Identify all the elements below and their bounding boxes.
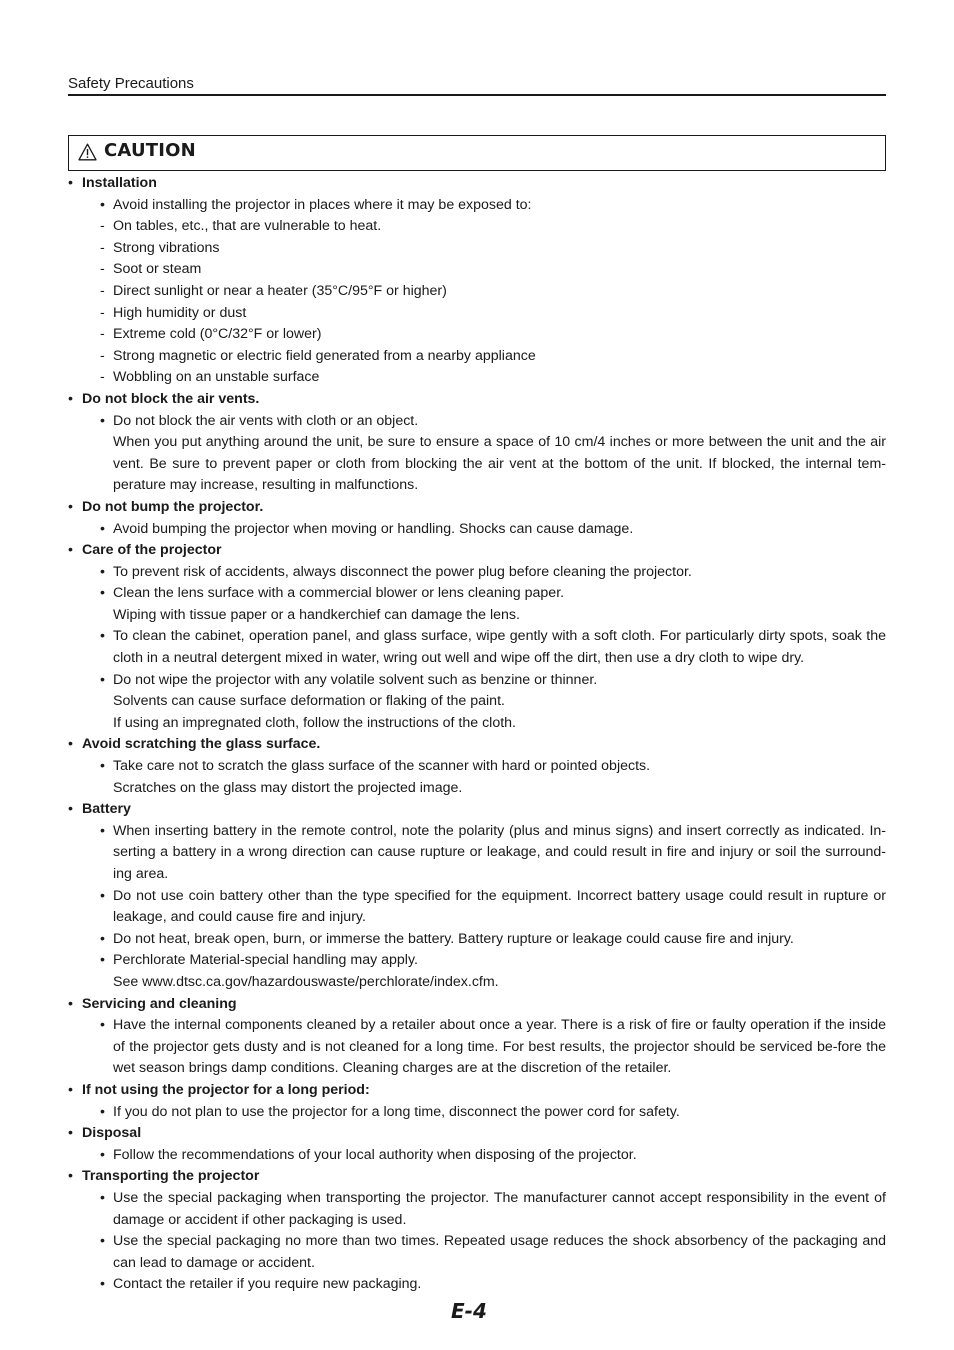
bullet-icon: • bbox=[100, 887, 105, 904]
list-item bbox=[68, 519, 886, 541]
warning-triangle-icon bbox=[78, 143, 97, 161]
item-text: To clean the cabinet, operation panel, and glass surface, wipe gently with a soft cloth. For particularly dirty spots, soak the cloth in a neutral detergent mixed in water, wring out well and wipe off the dirt, then use a dry cloth to wipe dry. bbox=[113, 628, 886, 667]
list-item bbox=[68, 886, 886, 929]
item-text: If you do not plan to use the projector for a long time, disconnect the power cord for safety. bbox=[113, 1103, 680, 1120]
section-title: • Do not bump the projector. bbox=[68, 497, 886, 519]
sub-list-item bbox=[68, 324, 886, 346]
sub-item-text: Soot or steam bbox=[113, 261, 202, 278]
bullet-icon: • bbox=[100, 671, 105, 688]
bullet-icon: • bbox=[100, 930, 105, 947]
sub-item-text: Wobbling on an unstable surface bbox=[113, 369, 320, 386]
list-item bbox=[68, 1231, 886, 1274]
item-text: Avoid installing the projector in places where it may be exposed to: bbox=[113, 196, 532, 213]
sub-list-item bbox=[68, 281, 886, 303]
list-item bbox=[68, 411, 886, 433]
dash-icon: - bbox=[100, 347, 105, 364]
section-title: • Avoid scratching the glass surface. bbox=[68, 734, 886, 756]
sub-item-text: High humidity or dust bbox=[113, 304, 247, 321]
list-item bbox=[68, 1188, 886, 1231]
sub-item-text: Strong vibrations bbox=[113, 239, 220, 256]
sub-item-text: Direct sunlight or near a heater (35°C/95°F or higher) bbox=[113, 282, 447, 299]
item-text: Use the special packaging no more than two times. Repeated usage reduces the shock absorbency of the packaging and can lead to damage or accident. bbox=[113, 1233, 886, 1271]
section bbox=[68, 734, 886, 799]
bullet-icon: • bbox=[100, 1103, 105, 1120]
list-item bbox=[68, 950, 886, 972]
section-title: • Care of the projector bbox=[68, 540, 886, 562]
bullet-icon: • bbox=[100, 952, 105, 969]
list-item bbox=[68, 583, 886, 605]
section-title: • If not using the projector for a long period: bbox=[68, 1080, 886, 1102]
sub-item-text: Strong magnetic or electric field generated from a nearby appliance bbox=[113, 347, 536, 364]
item-text: Do not wipe the projector with any volatile solvent such as benzine or thinner. bbox=[113, 671, 598, 688]
list-item bbox=[68, 1015, 886, 1080]
caution-title: CAUTION bbox=[104, 140, 196, 161]
sub-list-item bbox=[68, 303, 886, 325]
dash-icon: - bbox=[100, 326, 105, 343]
section bbox=[68, 1123, 886, 1166]
list-item bbox=[68, 756, 886, 778]
sub-list-item bbox=[68, 367, 886, 389]
section bbox=[68, 799, 886, 993]
bullet-icon: • bbox=[100, 628, 105, 645]
bullet-icon: • bbox=[100, 412, 105, 429]
item-text: Do not block the air vents with cloth or an object. bbox=[113, 412, 419, 429]
item-text: Have the internal components cleaned by a retailer about once a year. There is a risk of fire or faulty operation if the inside of the projector gets dusty and is not cleaned for a long time. For best results, the projector should be serviced be-fore the wet season brings damp conditions. Cleaning charges are at the discretion of the retailer. bbox=[113, 1017, 886, 1077]
item-text: Clean the lens surface with a commercial blower or lens cleaning paper. bbox=[113, 585, 565, 602]
sub-list-item bbox=[68, 216, 886, 238]
caution-banner bbox=[68, 135, 886, 171]
item-text: Do not use coin battery other than the type specified for the equipment. Incorrect battery usage could result in rupture or leakage, and could cause fire and injury. bbox=[113, 887, 886, 926]
page-header bbox=[68, 75, 886, 96]
item-continuation: See www.dtsc.ca.gov/hazardouswaste/perchlorate/index.cfm. bbox=[113, 973, 499, 990]
section bbox=[68, 1080, 886, 1123]
item-text: Contact the retailer if you require new packaging. bbox=[113, 1276, 422, 1293]
section-title: • Transporting the projector bbox=[68, 1166, 886, 1188]
sub-item-text: Extreme cold (0°C/32°F or lower) bbox=[113, 326, 322, 343]
section bbox=[68, 540, 886, 734]
bullet-icon: • bbox=[100, 585, 105, 602]
section bbox=[68, 173, 886, 389]
section-title: • Battery bbox=[68, 799, 886, 821]
dash-icon: - bbox=[100, 261, 105, 278]
item-continuation: Wiping with tissue paper or a handkerchief can damage the lens. bbox=[113, 606, 520, 623]
bullet-icon: • bbox=[100, 196, 105, 213]
section bbox=[68, 1166, 886, 1296]
section-title: • Servicing and cleaning bbox=[68, 994, 886, 1016]
item-continuation: When you put anything around the unit, be sure to ensure a space of 10 cm/4 inches or more between the unit and the air vent. Be sure to prevent paper or cloth from blocking the air vent at the bottom of the unit. If blocked, the internal tem-perature may increase, resulting in malfunctions. bbox=[113, 434, 886, 494]
item-continuation: If using an impregnated cloth, follow the instructions of the cloth. bbox=[113, 714, 516, 731]
bullet-icon: • bbox=[100, 822, 105, 839]
bullet-icon: • bbox=[100, 1276, 105, 1293]
item-text: When inserting battery in the remote control, note the polarity (plus and minus signs) and insert correctly as indicated. In-serting a battery in a wrong direction can cause rupture or leakage, and could result in fire and injury or soil the surround-ing area. bbox=[113, 822, 886, 882]
sub-list-item bbox=[68, 346, 886, 368]
bullet-icon: • bbox=[100, 1189, 105, 1206]
section-title: • Installation bbox=[68, 173, 886, 195]
list-item bbox=[68, 562, 886, 584]
sub-list-item bbox=[68, 259, 886, 281]
item-continuation: Scratches on the glass may distort the projected image. bbox=[113, 779, 463, 796]
item-text: Follow the recommendations of your local authority when disposing of the projector. bbox=[113, 1146, 637, 1163]
page-number: E-4 bbox=[451, 1299, 487, 1323]
section-title: • Do not block the air vents. bbox=[68, 389, 886, 411]
section bbox=[68, 497, 886, 540]
list-item bbox=[68, 1102, 886, 1124]
item-text: Take care not to scratch the glass surface of the scanner with hard or pointed objects. bbox=[113, 758, 651, 775]
sub-list-item bbox=[68, 238, 886, 260]
item-text: Perchlorate Material-special handling may apply. bbox=[113, 952, 418, 969]
safety-content bbox=[68, 173, 886, 1296]
item-text: Avoid bumping the projector when moving or handling. Shocks can cause damage. bbox=[113, 520, 634, 537]
list-item bbox=[68, 1145, 886, 1167]
section bbox=[68, 389, 886, 497]
bullet-icon: • bbox=[100, 1146, 105, 1163]
list-item bbox=[68, 1274, 886, 1296]
dash-icon: - bbox=[100, 369, 105, 386]
dash-icon: - bbox=[100, 304, 105, 321]
item-text: Use the special packaging when transporting the projector. The manufacturer cannot accept responsibility in the event of damage or accident if other packaging is used. bbox=[113, 1189, 886, 1228]
bullet-icon: • bbox=[100, 1233, 105, 1250]
dash-icon: - bbox=[100, 218, 105, 235]
list-item bbox=[68, 821, 886, 886]
bullet-icon: • bbox=[100, 520, 105, 537]
list-item bbox=[68, 670, 886, 692]
list-item bbox=[68, 195, 886, 217]
list-item bbox=[68, 626, 886, 669]
section bbox=[68, 994, 886, 1080]
bullet-icon: • bbox=[100, 563, 105, 580]
bullet-icon: • bbox=[100, 1017, 105, 1034]
dash-icon: - bbox=[100, 282, 105, 299]
item-continuation: Solvents can cause surface deformation or flaking of the paint. bbox=[113, 693, 505, 710]
item-text: Do not heat, break open, burn, or immerse the battery. Battery rupture or leakage could cause fire and injury. bbox=[113, 930, 794, 947]
section-title: • Disposal bbox=[68, 1123, 886, 1145]
list-item bbox=[68, 929, 886, 951]
sub-item-text: On tables, etc., that are vulnerable to heat. bbox=[113, 218, 382, 235]
header-title: Safety Precautions bbox=[68, 75, 194, 92]
item-text: To prevent risk of accidents, always disconnect the power plug before cleaning the projector. bbox=[113, 563, 692, 580]
bullet-icon: • bbox=[100, 758, 105, 775]
dash-icon: - bbox=[100, 239, 105, 256]
